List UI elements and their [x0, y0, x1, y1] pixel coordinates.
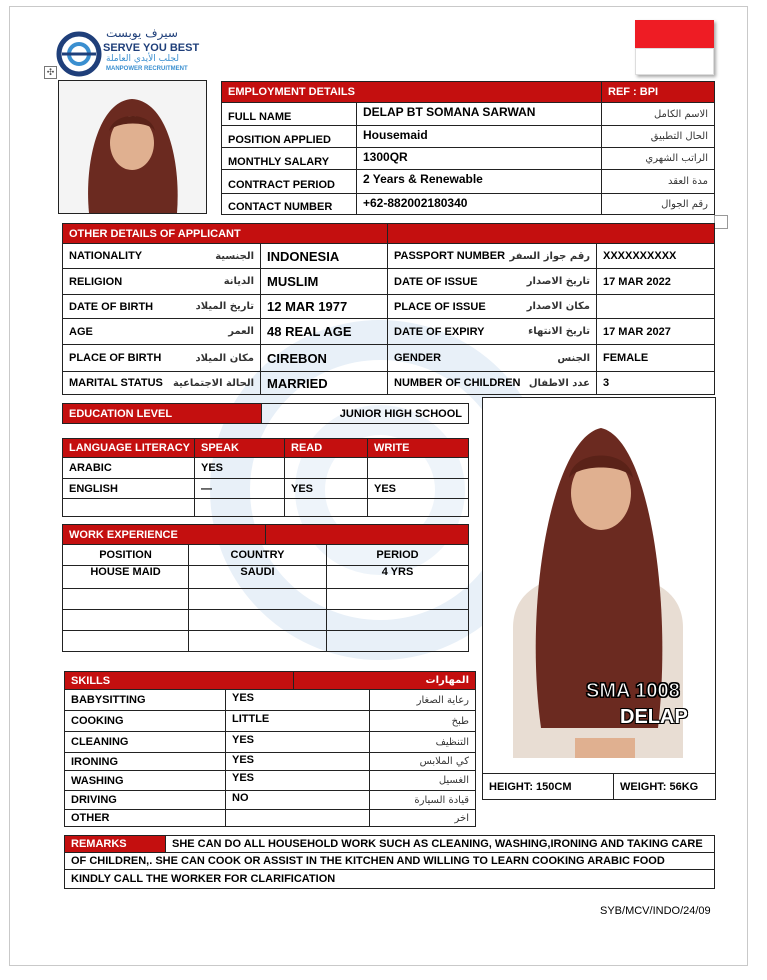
other-ar: رقم جواز السفر [509, 250, 590, 262]
work-header: POSITION [62, 544, 189, 566]
lang-header-1: SPEAK [194, 438, 285, 458]
other-left-row [62, 294, 261, 319]
skill-label: CLEANING [64, 731, 226, 753]
other-label: DATE OF ISSUE [394, 275, 478, 288]
other-left-row [62, 318, 261, 345]
photo-caption-name: DELAP [620, 706, 688, 728]
applicant-photo-small [58, 80, 207, 214]
other-value-issue-date: 17 MAR 2022 [596, 268, 715, 295]
work-header: PERIOD [326, 544, 469, 566]
other-value-nationality: INDONESIA [260, 243, 388, 269]
lang-cell: ARABIC [62, 457, 195, 479]
company-logo [56, 28, 206, 78]
logo-arabic: سيرف يوبست [106, 26, 178, 40]
emp-ar-position: الحال التطبيق [601, 125, 715, 148]
work-cell: SAUDI [188, 565, 327, 589]
other-right-row [387, 318, 597, 345]
skill-label: IRONING [64, 752, 226, 771]
other-ar: مكان الاصدار [526, 301, 590, 312]
remarks-line-1: SHE CAN DO ALL HOUSEHOLD WORK SUCH AS CLEANING, WASHING,IRONING AND TAKING CARE [165, 835, 715, 853]
skills-title-ar: المهارات [293, 671, 476, 690]
other-value-issue-place [596, 294, 715, 319]
other-title-right [387, 223, 715, 244]
photo-caption-code: SMA 1008 [586, 680, 680, 702]
skill-ar: قيادة السيارة [369, 790, 476, 810]
skill-ar: طبخ [369, 710, 476, 732]
other-label: NUMBER OF CHILDREN [394, 377, 521, 389]
lang-cell [367, 498, 469, 517]
other-value-dob: 12 MAR 1977 [260, 294, 388, 319]
remarks-line-2: OF CHILDREN,. SHE CAN COOK OR ASSIST IN THE KITCHEN AND WILLING TO LEARN COOKING ARABIC FOOD [64, 852, 715, 870]
emp-ar-contact: رقم الجوال [601, 193, 715, 215]
other-right-row [387, 243, 597, 269]
lang-cell: YES [194, 457, 285, 479]
skill-ar: كي الملابس [369, 752, 476, 771]
indonesia-flag [635, 20, 714, 75]
work-cell [326, 588, 469, 610]
work-cell [62, 630, 189, 652]
other-ar: الديانة [223, 276, 254, 287]
other-ar: الجنس [557, 352, 590, 364]
emp-label-contact: CONTACT NUMBER [221, 193, 357, 215]
work-header: COUNTRY [188, 544, 327, 566]
other-ar: تاريخ الاصدار [526, 276, 590, 287]
other-ar: عدد الاطفال [528, 377, 590, 389]
skill-label: DRIVING [64, 790, 226, 810]
skill-ar: التنظيف [369, 731, 476, 753]
other-value-age: 48 REAL AGE [260, 318, 388, 345]
lang-header-0: LANGUAGE LITERACY [62, 438, 195, 458]
resize-handle[interactable] [714, 215, 728, 229]
other-right-row [387, 294, 597, 319]
other-right-row [387, 344, 597, 372]
other-left-row [62, 344, 261, 372]
emp-ar-fullname: الاسم الكامل [601, 102, 715, 126]
skill-ar: رعاية الصغار [369, 689, 476, 711]
lang-cell [194, 498, 285, 517]
other-title: OTHER DETAILS OF APPLICANT [62, 223, 388, 244]
other-left-row [62, 371, 261, 395]
other-value-children: 3 [596, 371, 715, 395]
logo-name: SERVE YOU BEST [103, 42, 200, 54]
skill-label: OTHER [64, 809, 226, 827]
lang-header-2: READ [284, 438, 368, 458]
work-cell: 4 YRS [326, 565, 469, 589]
emp-value-position: Housemaid [356, 125, 602, 148]
other-right-row [387, 371, 597, 395]
emp-value-contract: 2 Years & Renewable [356, 169, 602, 194]
other-label: AGE [69, 325, 93, 338]
other-label: DATE OF EXPIRY [394, 325, 485, 338]
skill-value: NO [225, 790, 370, 810]
height-value: HEIGHT: 150CM [482, 773, 614, 800]
move-handle-icon[interactable]: ✣ [44, 66, 57, 79]
remarks-title: REMARKS [64, 835, 166, 853]
emp-label-fullname: FULL NAME [221, 102, 357, 126]
emp-label-salary: MONTHLY SALARY [221, 147, 357, 170]
remarks-line-3: KINDLY CALL THE WORKER FOR CLARIFICATION [64, 869, 715, 889]
portrait-image [59, 81, 206, 213]
weight-value: WEIGHT: 56KG [613, 773, 716, 800]
skill-label: BABYSITTING [64, 689, 226, 711]
other-value-religion: MUSLIM [260, 268, 388, 295]
lang-cell: YES [367, 478, 469, 499]
other-label: GENDER [394, 352, 442, 364]
education-title: EDUCATION LEVEL [62, 403, 262, 424]
other-left-row [62, 268, 261, 295]
work-title: WORK EXPERIENCE [62, 524, 266, 545]
lang-header-3: WRITE [367, 438, 469, 458]
skill-value: YES [225, 752, 370, 771]
applicant-photo-full [482, 397, 716, 774]
emp-ar-salary: الراتب الشهري [601, 147, 715, 170]
skill-value: LITTLE [225, 710, 370, 732]
other-ar: العمر [228, 326, 254, 337]
emp-value-contact: +62-882002180340 [356, 193, 602, 215]
skill-label: COOKING [64, 710, 226, 732]
ref-label: REF : BPI [601, 81, 715, 103]
lang-cell: — [194, 478, 285, 499]
other-right-row [387, 268, 597, 295]
work-cell [188, 588, 327, 610]
skill-value: YES [225, 689, 370, 711]
footer-code: SYB/MCV/INDO/24/09 [600, 905, 711, 917]
emp-label-contract: CONTRACT PERIOD [221, 169, 357, 194]
skill-value: YES [225, 770, 370, 791]
logo-tag-arabic: لجلب الأيدي العاملة [106, 54, 179, 64]
other-value-passport: XXXXXXXXXX [596, 243, 715, 269]
logo-tag: MANPOWER RECRUITMENT [106, 66, 188, 72]
emp-value-salary: 1300QR [356, 147, 602, 170]
other-value-gender: FEMALE [596, 344, 715, 372]
other-label: PLACE OF BIRTH [69, 352, 162, 364]
other-ar: تاريخ الانتهاء [528, 326, 590, 337]
other-ar: مكان الميلاد [195, 352, 254, 364]
other-label: DATE OF BIRTH [69, 300, 154, 313]
skill-value [225, 809, 370, 827]
other-label: RELIGION [69, 275, 123, 288]
lang-cell [284, 457, 368, 479]
other-value-expiry: 17 MAR 2027 [596, 318, 715, 345]
other-value-marital: MARRIED [260, 371, 388, 395]
work-cell [188, 630, 327, 652]
other-left-row [62, 243, 261, 269]
skill-label: WASHING [64, 770, 226, 791]
skill-value: YES [225, 731, 370, 753]
work-title-right [265, 524, 469, 545]
skill-ar: اخر [369, 809, 476, 827]
work-cell [62, 609, 189, 631]
employment-title: EMPLOYMENT DETAILS [221, 81, 602, 103]
skill-ar: الغسيل [369, 770, 476, 791]
lang-cell [367, 457, 469, 479]
lang-cell: ENGLISH [62, 478, 195, 499]
other-label: NATIONALITY [69, 250, 143, 262]
other-label: PASSPORT NUMBER [394, 250, 506, 262]
lang-cell: YES [284, 478, 368, 499]
logo-globe-icon [56, 30, 102, 78]
work-cell [326, 630, 469, 652]
other-ar: الحالة الاجتماعية [172, 377, 254, 389]
work-cell: HOUSE MAID [62, 565, 189, 589]
emp-label-position: POSITION APPLIED [221, 125, 357, 148]
other-label: PLACE OF ISSUE [394, 300, 486, 313]
work-cell [188, 609, 327, 631]
work-cell [326, 609, 469, 631]
other-ar: تاريخ الميلاد [195, 301, 254, 312]
lang-cell [284, 498, 368, 517]
emp-value-fullname: DELAP BT SOMANA SARWAN [356, 102, 602, 126]
skills-title: SKILLS [64, 671, 294, 690]
other-label: MARITAL STATUS [69, 377, 163, 389]
other-ar: الجنسية [215, 250, 254, 262]
emp-ar-contract: مدة العقد [601, 169, 715, 194]
lang-cell [62, 498, 195, 517]
education-value: JUNIOR HIGH SCHOOL [261, 403, 469, 424]
work-cell [62, 588, 189, 610]
other-value-pob: CIREBON [260, 344, 388, 372]
